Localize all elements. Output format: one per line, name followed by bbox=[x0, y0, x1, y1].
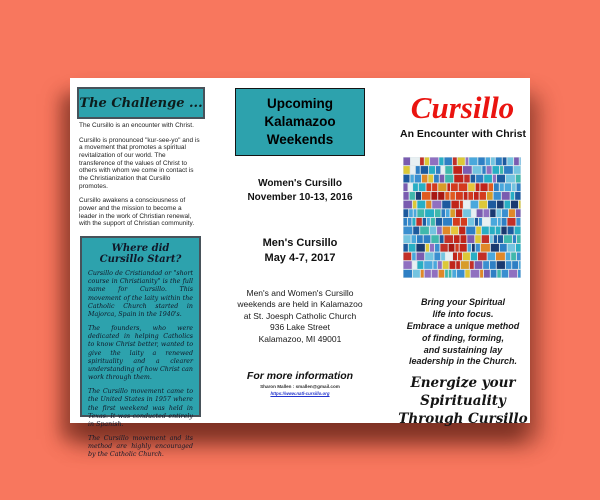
history-title: Where did Cursillo Start? bbox=[99, 243, 182, 265]
event-mens bbox=[220, 236, 380, 266]
message-block bbox=[398, 297, 528, 368]
brochure-subtitle: An Encounter with Christ bbox=[400, 128, 526, 140]
website-link[interactable]: https://www.natl-cursillo.org bbox=[270, 391, 330, 396]
event-womens bbox=[220, 177, 380, 204]
contact-line: Sharon Mallen : smallen@gmail.com bbox=[260, 384, 340, 389]
challenge-header: The Challenge ... bbox=[79, 95, 203, 111]
upcoming-header-box bbox=[235, 88, 365, 156]
brochure-page bbox=[70, 78, 530, 459]
history-paragraph: Cursillo de Cristiandad or "short course in Christianity" is the full name for Cursillo. This movement of the laity within the Catholic Church started in Majorca, Spain in the 1940's. bbox=[88, 270, 193, 318]
tagline-line: Through Cursillo bbox=[398, 411, 528, 428]
message-line: life into focus. bbox=[432, 308, 494, 319]
challenge-text bbox=[79, 122, 200, 235]
info-header: For more information bbox=[246, 370, 354, 382]
location-block bbox=[210, 288, 390, 345]
message-line: of finding, forming, bbox=[422, 332, 504, 343]
brochure-title: Cursillo bbox=[410, 90, 515, 125]
message-line: and sustaining lay bbox=[423, 344, 503, 355]
upcoming-header-line: Kalamazoo bbox=[264, 114, 336, 130]
location-line: Kalamazoo, MI 49001 bbox=[258, 333, 342, 344]
upcoming-header-line: Upcoming bbox=[267, 96, 333, 112]
stained-glass-cross-image bbox=[403, 157, 521, 278]
message-line: Embrace a unique method bbox=[406, 320, 520, 331]
tagline-block bbox=[392, 374, 534, 429]
message-line: Bring your Spiritual bbox=[420, 297, 505, 307]
history-paragraph: The Cursillo movement and its method are highly encouraged by the Catholic Church. bbox=[88, 435, 193, 459]
history-paragraph: The Cursillo movement came to the United States in 1957 where the first weekend was held in Texas. It was conducted entirely in Spanish. bbox=[88, 388, 193, 428]
event-date: May 4-7, 2017 bbox=[264, 251, 336, 264]
challenge-header-box bbox=[77, 87, 205, 119]
location-line: 936 Lake Street bbox=[269, 322, 330, 333]
message-line: leadership in the Church. bbox=[408, 356, 518, 367]
location-line: at St. Joesph Catholic Church bbox=[243, 310, 357, 321]
tagline-line: Energize your Spirituality bbox=[410, 375, 516, 410]
challenge-paragraph: Cursillo is pronounced "kur-see-yo" and is a movement that promotes a spiritual revitalization of our world. The transference of the values of Christ to others with whom we come in contact is the Christianization that Cursillo promotes. bbox=[79, 136, 200, 190]
challenge-paragraph: The Cursillo is an encounter with Christ. bbox=[79, 122, 194, 129]
history-paragraph: The founders, who were dedicated in helping Catholics to know Christ better, wanted to give the laity a renewed spirituality and a clearer understanding of how Christ can work through them. bbox=[88, 325, 193, 382]
event-title: Women's Cursillo bbox=[258, 178, 342, 189]
stained-glass-mosaic bbox=[403, 157, 521, 278]
event-date: November 10-13, 2016 bbox=[247, 191, 353, 203]
history-box bbox=[80, 236, 201, 459]
challenge-paragraph: Cursillo awakens a consciousness of power and the mission to become a leader in the work of Christian renewal, with the support of Christian community. bbox=[79, 197, 195, 228]
location-line: Men's and Women's Cursillo bbox=[246, 288, 354, 298]
upcoming-header-line: Weekends bbox=[266, 131, 334, 147]
location-line: weekends are held in Kalamazoo bbox=[237, 299, 363, 310]
event-title: Men's Cursillo bbox=[262, 237, 338, 249]
